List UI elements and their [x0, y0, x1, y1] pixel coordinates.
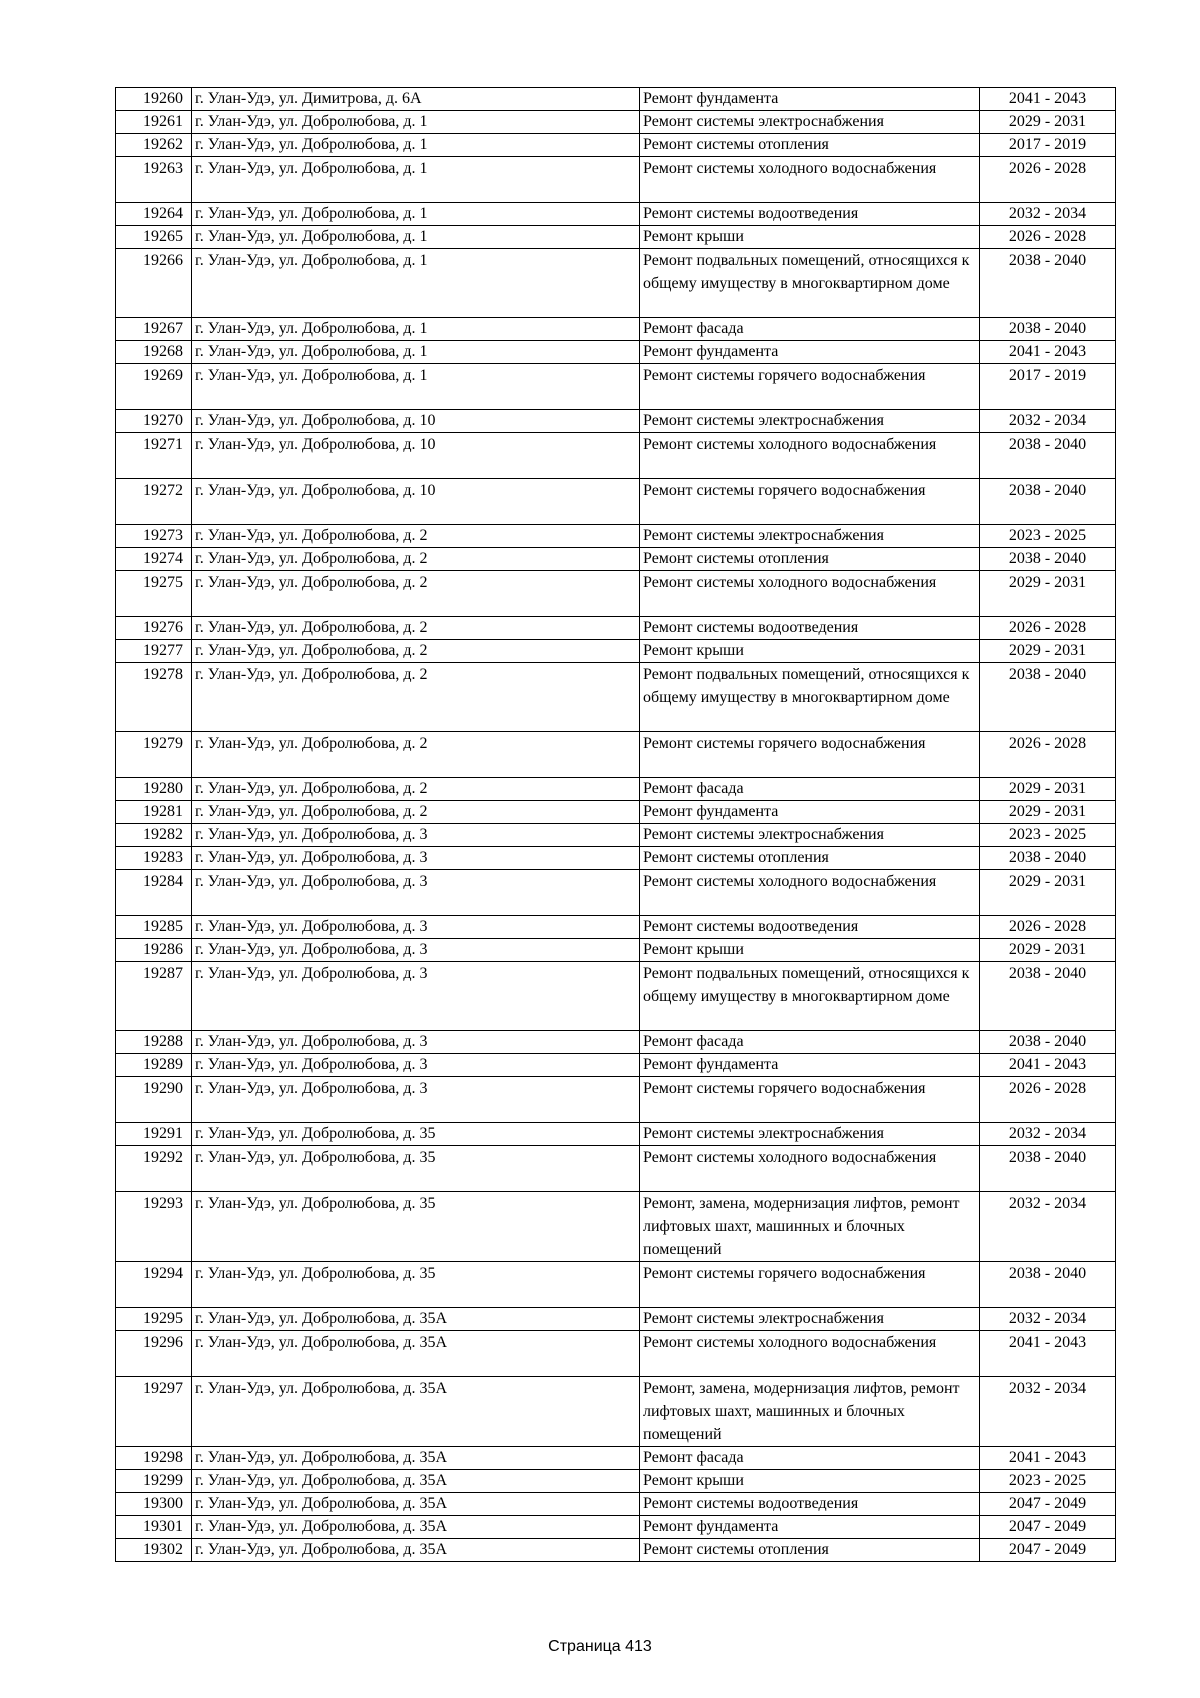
row-number-cell: 19275	[116, 571, 192, 617]
work-type-cell: Ремонт системы электроснабжения	[640, 410, 980, 433]
address-cell: г. Улан-Удэ, ул. Добролюбова, д. 1	[192, 341, 640, 364]
work-type-cell: Ремонт крыши	[640, 226, 980, 249]
years-cell: 2023 - 2025	[980, 525, 1116, 548]
years-cell: 2038 - 2040	[980, 1031, 1116, 1054]
years-cell: 2038 - 2040	[980, 433, 1116, 479]
table-body	[116, 88, 1116, 1562]
table-row	[116, 433, 1116, 479]
address-cell: г. Улан-Удэ, ул. Добролюбова, д. 2	[192, 548, 640, 571]
table-row	[116, 1262, 1116, 1308]
address-cell: г. Улан-Удэ, ул. Добролюбова, д. 3	[192, 824, 640, 847]
address-cell: г. Улан-Удэ, ул. Добролюбова, д. 3	[192, 962, 640, 1031]
work-type-cell: Ремонт системы электроснабжения	[640, 111, 980, 134]
address-cell: г. Улан-Удэ, ул. Добролюбова, д. 2	[192, 801, 640, 824]
row-number-cell: 19292	[116, 1146, 192, 1192]
work-type-cell: Ремонт системы водоотведения	[640, 617, 980, 640]
work-type-cell: Ремонт подвальных помещений, относящихся к общему имуществу в многоквартирном доме	[640, 249, 980, 318]
years-cell: 2029 - 2031	[980, 571, 1116, 617]
address-cell: г. Улан-Удэ, ул. Добролюбова, д. 35А	[192, 1470, 640, 1493]
row-number-cell: 19288	[116, 1031, 192, 1054]
address-cell: г. Улан-Удэ, ул. Добролюбова, д. 35А	[192, 1516, 640, 1539]
row-number-cell: 19273	[116, 525, 192, 548]
row-number-cell: 19297	[116, 1377, 192, 1447]
years-cell: 2038 - 2040	[980, 847, 1116, 870]
address-cell: г. Улан-Удэ, ул. Добролюбова, д. 2	[192, 732, 640, 778]
work-type-cell: Ремонт системы холодного водоснабжения	[640, 433, 980, 479]
table-row	[116, 640, 1116, 663]
table-row	[116, 88, 1116, 111]
table-row	[116, 1031, 1116, 1054]
row-number-cell: 19298	[116, 1447, 192, 1470]
table-row	[116, 801, 1116, 824]
years-cell: 2038 - 2040	[980, 1262, 1116, 1308]
years-cell: 2023 - 2025	[980, 824, 1116, 847]
years-cell: 2032 - 2034	[980, 410, 1116, 433]
work-type-cell: Ремонт подвальных помещений, относящихся к общему имуществу в многоквартирном доме	[640, 663, 980, 732]
table-row	[116, 1308, 1116, 1331]
years-cell: 2047 - 2049	[980, 1516, 1116, 1539]
row-number-cell: 19265	[116, 226, 192, 249]
years-cell: 2038 - 2040	[980, 663, 1116, 732]
years-cell: 2041 - 2043	[980, 341, 1116, 364]
address-cell: г. Улан-Удэ, ул. Добролюбова, д. 35А	[192, 1539, 640, 1562]
address-cell: г. Улан-Удэ, ул. Добролюбова, д. 2	[192, 663, 640, 732]
work-type-cell: Ремонт, замена, модернизация лифтов, ремонт лифтовых шахт, машинных и блочных помещений	[640, 1192, 980, 1262]
table-row	[116, 1377, 1116, 1447]
work-type-cell: Ремонт системы водоотведения	[640, 1493, 980, 1516]
row-number-cell: 19281	[116, 801, 192, 824]
years-cell: 2041 - 2043	[980, 1447, 1116, 1470]
years-cell: 2029 - 2031	[980, 111, 1116, 134]
address-cell: г. Улан-Удэ, ул. Добролюбова, д. 2	[192, 525, 640, 548]
years-cell: 2038 - 2040	[980, 548, 1116, 571]
table-row	[116, 778, 1116, 801]
work-type-cell: Ремонт системы холодного водоснабжения	[640, 870, 980, 916]
work-type-cell: Ремонт фундамента	[640, 801, 980, 824]
row-number-cell: 19279	[116, 732, 192, 778]
table-row	[116, 1331, 1116, 1377]
row-number-cell: 19277	[116, 640, 192, 663]
row-number-cell: 19263	[116, 157, 192, 203]
table-row	[116, 1470, 1116, 1493]
address-cell: г. Улан-Удэ, ул. Димитрова, д. 6А	[192, 88, 640, 111]
years-cell: 2029 - 2031	[980, 640, 1116, 663]
years-cell: 2029 - 2031	[980, 939, 1116, 962]
address-cell: г. Улан-Удэ, ул. Добролюбова, д. 3	[192, 1054, 640, 1077]
table-row	[116, 525, 1116, 548]
years-cell: 2038 - 2040	[980, 479, 1116, 525]
work-type-cell: Ремонт системы горячего водоснабжения	[640, 364, 980, 410]
row-number-cell: 19262	[116, 134, 192, 157]
row-number-cell: 19284	[116, 870, 192, 916]
table-row	[116, 249, 1116, 318]
work-type-cell: Ремонт системы горячего водоснабжения	[640, 732, 980, 778]
row-number-cell: 19299	[116, 1470, 192, 1493]
address-cell: г. Улан-Удэ, ул. Добролюбова, д. 1	[192, 226, 640, 249]
address-cell: г. Улан-Удэ, ул. Добролюбова, д. 1	[192, 111, 640, 134]
table-row	[116, 203, 1116, 226]
work-type-cell: Ремонт системы отопления	[640, 1539, 980, 1562]
address-cell: г. Улан-Удэ, ул. Добролюбова, д. 35	[192, 1192, 640, 1262]
work-type-cell: Ремонт системы горячего водоснабжения	[640, 479, 980, 525]
table-row	[116, 1539, 1116, 1562]
years-cell: 2026 - 2028	[980, 226, 1116, 249]
row-number-cell: 19294	[116, 1262, 192, 1308]
row-number-cell: 19271	[116, 433, 192, 479]
row-number-cell: 19283	[116, 847, 192, 870]
work-type-cell: Ремонт фундамента	[640, 88, 980, 111]
years-cell: 2026 - 2028	[980, 1077, 1116, 1123]
work-type-cell: Ремонт крыши	[640, 939, 980, 962]
years-cell: 2041 - 2043	[980, 1054, 1116, 1077]
address-cell: г. Улан-Удэ, ул. Добролюбова, д. 3	[192, 1031, 640, 1054]
address-cell: г. Улан-Удэ, ул. Добролюбова, д. 35	[192, 1123, 640, 1146]
address-cell: г. Улан-Удэ, ул. Добролюбова, д. 1	[192, 203, 640, 226]
years-cell: 2047 - 2049	[980, 1493, 1116, 1516]
row-number-cell: 19272	[116, 479, 192, 525]
address-cell: г. Улан-Удэ, ул. Добролюбова, д. 10	[192, 433, 640, 479]
row-number-cell: 19267	[116, 318, 192, 341]
table-row	[116, 479, 1116, 525]
years-cell: 2032 - 2034	[980, 1123, 1116, 1146]
row-number-cell: 19270	[116, 410, 192, 433]
row-number-cell: 19260	[116, 88, 192, 111]
work-type-cell: Ремонт системы отопления	[640, 134, 980, 157]
work-type-cell: Ремонт системы отопления	[640, 548, 980, 571]
work-type-cell: Ремонт фундамента	[640, 1054, 980, 1077]
address-cell: г. Улан-Удэ, ул. Добролюбова, д. 3	[192, 939, 640, 962]
row-number-cell: 19280	[116, 778, 192, 801]
address-cell: г. Улан-Удэ, ул. Добролюбова, д. 3	[192, 1077, 640, 1123]
row-number-cell: 19278	[116, 663, 192, 732]
years-cell: 2038 - 2040	[980, 962, 1116, 1031]
row-number-cell: 19291	[116, 1123, 192, 1146]
table-row	[116, 962, 1116, 1031]
address-cell: г. Улан-Удэ, ул. Добролюбова, д. 35	[192, 1262, 640, 1308]
work-type-cell: Ремонт фасада	[640, 1031, 980, 1054]
row-number-cell: 19276	[116, 617, 192, 640]
table-row	[116, 1493, 1116, 1516]
table-row	[116, 847, 1116, 870]
address-cell: г. Улан-Удэ, ул. Добролюбова, д. 35А	[192, 1331, 640, 1377]
row-number-cell: 19269	[116, 364, 192, 410]
years-cell: 2038 - 2040	[980, 318, 1116, 341]
table-row	[116, 1054, 1116, 1077]
work-type-cell: Ремонт крыши	[640, 640, 980, 663]
years-cell: 2029 - 2031	[980, 801, 1116, 824]
address-cell: г. Улан-Удэ, ул. Добролюбова, д. 1	[192, 134, 640, 157]
address-cell: г. Улан-Удэ, ул. Добролюбова, д. 35А	[192, 1493, 640, 1516]
work-type-cell: Ремонт системы холодного водоснабжения	[640, 1331, 980, 1377]
work-type-cell: Ремонт системы водоотведения	[640, 203, 980, 226]
work-type-cell: Ремонт крыши	[640, 1470, 980, 1493]
row-number-cell: 19300	[116, 1493, 192, 1516]
work-type-cell: Ремонт фасада	[640, 1447, 980, 1470]
work-type-cell: Ремонт системы водоотведения	[640, 916, 980, 939]
row-number-cell: 19268	[116, 341, 192, 364]
table-row	[116, 916, 1116, 939]
years-cell: 2032 - 2034	[980, 203, 1116, 226]
work-type-cell: Ремонт подвальных помещений, относящихся к общему имуществу в многоквартирном доме	[640, 962, 980, 1031]
table-row	[116, 548, 1116, 571]
address-cell: г. Улан-Удэ, ул. Добролюбова, д. 10	[192, 410, 640, 433]
address-cell: г. Улан-Удэ, ул. Добролюбова, д. 10	[192, 479, 640, 525]
row-number-cell: 19296	[116, 1331, 192, 1377]
page-number: Страница 413	[548, 1638, 652, 1655]
table-row	[116, 318, 1116, 341]
table-row	[116, 1516, 1116, 1539]
table-row	[116, 732, 1116, 778]
years-cell: 2017 - 2019	[980, 364, 1116, 410]
work-type-cell: Ремонт системы электроснабжения	[640, 525, 980, 548]
address-cell: г. Улан-Удэ, ул. Добролюбова, д. 35А	[192, 1377, 640, 1447]
table-row	[116, 1146, 1116, 1192]
table-row	[116, 1192, 1116, 1262]
row-number-cell: 19285	[116, 916, 192, 939]
years-cell: 2038 - 2040	[980, 249, 1116, 318]
work-type-cell: Ремонт фундамента	[640, 1516, 980, 1539]
work-type-cell: Ремонт системы холодного водоснабжения	[640, 1146, 980, 1192]
address-cell: г. Улан-Удэ, ул. Добролюбова, д. 2	[192, 571, 640, 617]
table-row	[116, 410, 1116, 433]
work-type-cell: Ремонт системы холодного водоснабжения	[640, 157, 980, 203]
work-type-cell: Ремонт фасада	[640, 318, 980, 341]
row-number-cell: 19274	[116, 548, 192, 571]
table-row	[116, 663, 1116, 732]
table-row	[116, 1077, 1116, 1123]
address-cell: г. Улан-Удэ, ул. Добролюбова, д. 1	[192, 249, 640, 318]
address-cell: г. Улан-Удэ, ул. Добролюбова, д. 3	[192, 870, 640, 916]
years-cell: 2017 - 2019	[980, 134, 1116, 157]
address-cell: г. Улан-Удэ, ул. Добролюбова, д. 1	[192, 318, 640, 341]
row-number-cell: 19264	[116, 203, 192, 226]
row-number-cell: 19282	[116, 824, 192, 847]
years-cell: 2026 - 2028	[980, 732, 1116, 778]
work-type-cell: Ремонт системы электроснабжения	[640, 1308, 980, 1331]
years-cell: 2032 - 2034	[980, 1192, 1116, 1262]
address-cell: г. Улан-Удэ, ул. Добролюбова, д. 35А	[192, 1308, 640, 1331]
row-number-cell: 19289	[116, 1054, 192, 1077]
years-cell: 2047 - 2049	[980, 1539, 1116, 1562]
address-cell: г. Улан-Удэ, ул. Добролюбова, д. 2	[192, 617, 640, 640]
work-type-cell: Ремонт фасада	[640, 778, 980, 801]
row-number-cell: 19261	[116, 111, 192, 134]
table-row	[116, 870, 1116, 916]
table-row	[116, 157, 1116, 203]
row-number-cell: 19293	[116, 1192, 192, 1262]
address-cell: г. Улан-Удэ, ул. Добролюбова, д. 3	[192, 847, 640, 870]
work-type-cell: Ремонт системы отопления	[640, 847, 980, 870]
address-cell: г. Улан-Удэ, ул. Добролюбова, д. 2	[192, 640, 640, 663]
work-type-cell: Ремонт системы электроснабжения	[640, 1123, 980, 1146]
years-cell: 2032 - 2034	[980, 1377, 1116, 1447]
work-type-cell: Ремонт системы горячего водоснабжения	[640, 1077, 980, 1123]
row-number-cell: 19266	[116, 249, 192, 318]
years-cell: 2041 - 2043	[980, 88, 1116, 111]
table-row	[116, 226, 1116, 249]
row-number-cell: 19302	[116, 1539, 192, 1562]
address-cell: г. Улан-Удэ, ул. Добролюбова, д. 3	[192, 916, 640, 939]
table-row	[116, 341, 1116, 364]
work-type-cell: Ремонт системы холодного водоснабжения	[640, 571, 980, 617]
years-cell: 2026 - 2028	[980, 157, 1116, 203]
table-row	[116, 617, 1116, 640]
years-cell: 2032 - 2034	[980, 1308, 1116, 1331]
address-cell: г. Улан-Удэ, ул. Добролюбова, д. 1	[192, 364, 640, 410]
table-row	[116, 134, 1116, 157]
work-type-cell: Ремонт системы электроснабжения	[640, 824, 980, 847]
address-cell: г. Улан-Удэ, ул. Добролюбова, д. 1	[192, 157, 640, 203]
work-type-cell: Ремонт фундамента	[640, 341, 980, 364]
table-row	[116, 111, 1116, 134]
address-cell: г. Улан-Удэ, ул. Добролюбова, д. 2	[192, 778, 640, 801]
years-cell: 2026 - 2028	[980, 916, 1116, 939]
address-cell: г. Улан-Удэ, ул. Добролюбова, д. 35	[192, 1146, 640, 1192]
table-row	[116, 1447, 1116, 1470]
years-cell: 2029 - 2031	[980, 778, 1116, 801]
row-number-cell: 19290	[116, 1077, 192, 1123]
years-cell: 2038 - 2040	[980, 1146, 1116, 1192]
years-cell: 2029 - 2031	[980, 870, 1116, 916]
work-type-cell: Ремонт, замена, модернизация лифтов, ремонт лифтовых шахт, машинных и блочных помещений	[640, 1377, 980, 1447]
years-cell: 2023 - 2025	[980, 1470, 1116, 1493]
row-number-cell: 19301	[116, 1516, 192, 1539]
years-cell: 2026 - 2028	[980, 617, 1116, 640]
table-row	[116, 939, 1116, 962]
row-number-cell: 19286	[116, 939, 192, 962]
table-row	[116, 364, 1116, 410]
row-number-cell: 19295	[116, 1308, 192, 1331]
work-type-cell: Ремонт системы горячего водоснабжения	[640, 1262, 980, 1308]
repair-schedule-table	[115, 87, 1116, 1562]
table-row	[116, 824, 1116, 847]
years-cell: 2041 - 2043	[980, 1331, 1116, 1377]
row-number-cell: 19287	[116, 962, 192, 1031]
table-row	[116, 571, 1116, 617]
address-cell: г. Улан-Удэ, ул. Добролюбова, д. 35А	[192, 1447, 640, 1470]
table-row	[116, 1123, 1116, 1146]
